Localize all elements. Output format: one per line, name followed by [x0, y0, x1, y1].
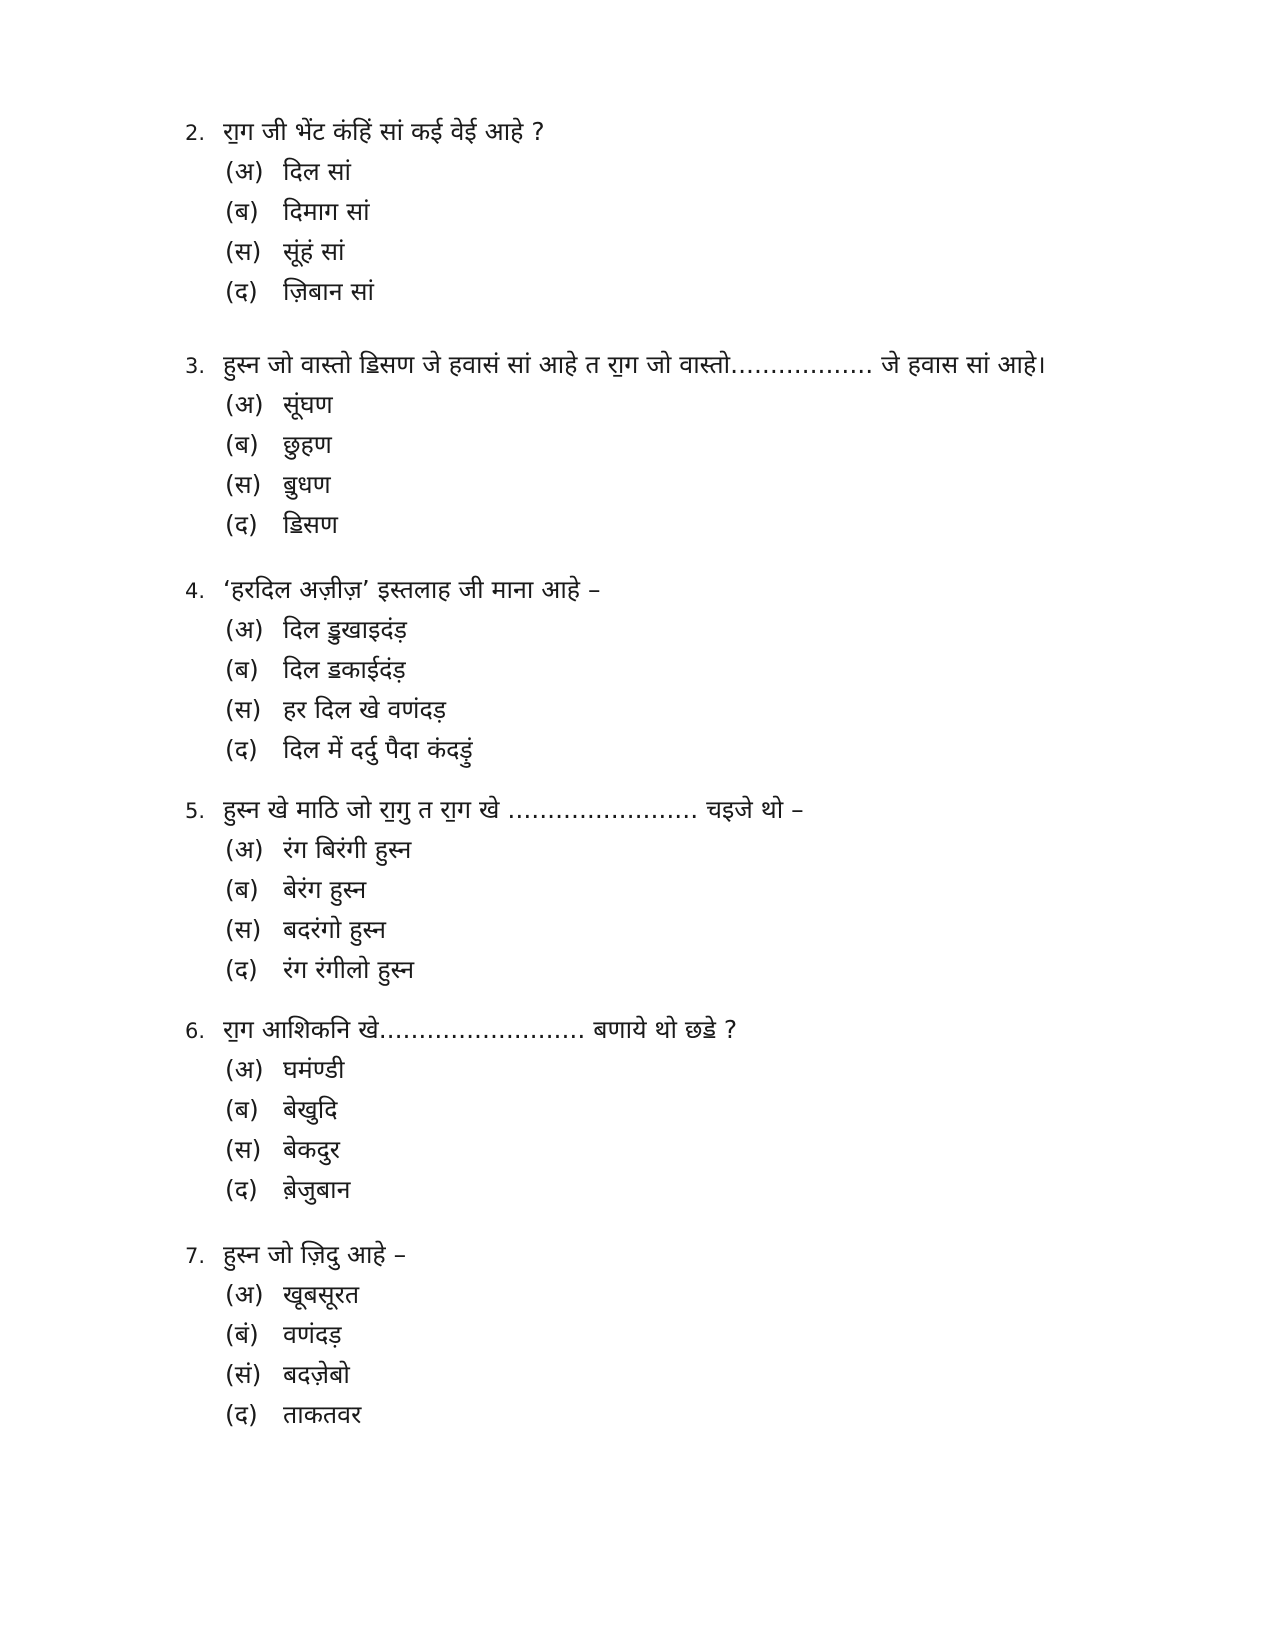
option-c: [225, 1130, 1245, 1170]
option-label: (सं): [225, 1360, 262, 1389]
option-label: (अ): [225, 1280, 264, 1309]
option-label: (अ): [225, 157, 264, 186]
option-d: [225, 950, 1245, 990]
option-a: [225, 385, 1245, 425]
question-number: 2.: [185, 121, 206, 145]
question-text: ‘हरदिल अज़ीज़’ इस्तलाह जी माना आहे –: [223, 575, 601, 604]
question-4: [185, 570, 1245, 770]
option-a: [225, 1050, 1245, 1090]
option-list: [225, 1275, 1245, 1435]
question-2: [185, 112, 1245, 312]
option-list: [225, 152, 1245, 312]
question-3: [185, 345, 1245, 545]
option-b: [225, 870, 1245, 910]
option-c: [225, 910, 1245, 950]
option-text: ॿुधण: [283, 470, 331, 499]
option-text: सूंहं सां: [283, 237, 345, 266]
option-text: ताकतवर: [283, 1400, 362, 1429]
option-b: [225, 1315, 1245, 1355]
option-c: [225, 1355, 1245, 1395]
option-text: दिल सां: [283, 157, 352, 186]
option-text: दिमाग सां: [283, 197, 370, 226]
option-label: (अ): [225, 615, 264, 644]
option-label: (ब): [225, 430, 259, 459]
question-stem: [185, 1010, 1245, 1050]
question-stem: [185, 790, 1245, 830]
option-label: (स): [225, 915, 262, 944]
option-label: (स): [225, 1135, 262, 1164]
option-a: [225, 1275, 1245, 1315]
option-list: [225, 610, 1245, 770]
option-label: (स): [225, 695, 262, 724]
option-text: दिल ॾकाईदंड़: [283, 655, 406, 684]
option-text: बेरंग हुस्न: [283, 875, 367, 904]
question-stem: [185, 345, 1245, 385]
option-label: (द): [225, 735, 258, 764]
option-label: (ब): [225, 197, 259, 226]
option-text: बदज़ेबो: [283, 1360, 350, 1389]
option-d: [225, 730, 1245, 770]
option-text: वणंदड़: [283, 1320, 342, 1349]
question-stem: [185, 570, 1245, 610]
option-text: रंग बिरंगी हुस्न: [283, 835, 412, 864]
option-b: [225, 1090, 1245, 1130]
option-label: (अ): [225, 390, 264, 419]
question-stem: [185, 112, 1245, 152]
option-text: घमंण्डी: [283, 1055, 345, 1084]
option-d: [225, 1395, 1245, 1435]
option-label: (द): [225, 510, 258, 539]
question-text: हुस्न जो ज़िदु आहे –: [223, 1240, 407, 1269]
option-b: [225, 192, 1245, 232]
option-text: रंग रंगीलो हुस्न: [283, 955, 415, 984]
option-text: सूंघण: [283, 390, 333, 419]
option-label: (स): [225, 237, 262, 266]
option-label: (ब): [225, 875, 259, 904]
option-b: [225, 650, 1245, 690]
option-a: [225, 830, 1245, 870]
option-d: [225, 505, 1245, 545]
question-number: 3.: [185, 354, 206, 378]
question-text: रा॒ग जी भेंट कंहिं सां कई वेई आहे ?: [223, 117, 545, 146]
option-c: [225, 465, 1245, 505]
question-text: रा॒ग आशिकनि खे.......................... बणाये थो छॾे ?: [223, 1015, 738, 1044]
question-6: [185, 1010, 1245, 1210]
option-text: हर दिल खे वणंदड़: [283, 695, 447, 724]
option-text: ज़िबान सां: [283, 277, 374, 306]
option-label: (अ): [225, 1055, 264, 1084]
question-text: हुस्न जो वास्तो ॾिसण जे हवासं सां आहे त रा॒ग जो वास्तो.................. जे हवास सां आहे।: [223, 350, 1046, 379]
option-label: (बं): [225, 1320, 259, 1349]
option-d: [225, 272, 1245, 312]
question-number: 4.: [185, 579, 206, 603]
option-c: [225, 232, 1245, 272]
option-text: ॾिसण: [283, 510, 338, 539]
option-label: (अ): [225, 835, 264, 864]
option-a: [225, 610, 1245, 650]
option-label: (द): [225, 277, 258, 306]
option-list: [225, 1050, 1245, 1210]
option-text: दिल में दर्दु पैदा कंदड़ुं: [283, 735, 473, 764]
option-label: (द): [225, 1400, 258, 1429]
option-d: [225, 1170, 1245, 1210]
option-b: [225, 425, 1245, 465]
option-label: (द): [225, 1175, 258, 1204]
question-7: [185, 1235, 1245, 1435]
option-label: (स): [225, 470, 262, 499]
option-text: छुहण: [283, 430, 332, 459]
option-list: [225, 830, 1245, 990]
option-text: खूबसूरत: [283, 1280, 360, 1309]
option-label: (ब): [225, 655, 259, 684]
option-text: बदरंगो हुस्न: [283, 915, 386, 944]
option-label: (ब): [225, 1095, 259, 1124]
question-text: हुस्न खे माठि जो रा॒गु त रा॒ग खे ........................ चइजे थो –: [223, 795, 804, 824]
question-5: [185, 790, 1245, 990]
option-text: बेकदुर: [283, 1135, 340, 1164]
option-label: (द): [225, 955, 258, 984]
question-number: 7.: [185, 1244, 206, 1268]
option-a: [225, 152, 1245, 192]
option-text: बेखुदि: [283, 1095, 338, 1124]
option-text: बे़जुबान: [283, 1175, 351, 1204]
question-stem: [185, 1235, 1245, 1275]
question-number: 5.: [185, 799, 206, 823]
option-c: [225, 690, 1245, 730]
question-number: 6.: [185, 1019, 206, 1043]
option-text: दिल ॾुखाइदंड़: [283, 615, 408, 644]
option-list: [225, 385, 1245, 545]
